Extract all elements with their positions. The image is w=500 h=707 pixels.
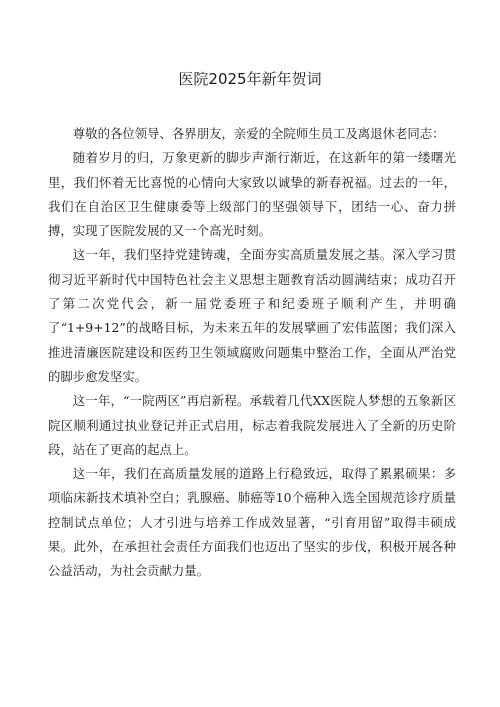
salutation-paragraph: 尊敬的各位领导、各界朋友，亲爱的全院师生员工及离退休老同志：	[72, 126, 445, 141]
body-paragraph-1: 随着岁月的归，万象更新的脚步声渐行渐近，在这新年的第一缕曙光里，我们怀着无比喜悦的心情向大家致以诚挚的新春祝福。过去的一年，我们在自治区卫生健康委等上级部门的坚强领导下，团结一心、奋力拼搏，实现了医院发展的又一个高光时刻。	[48, 150, 456, 239]
body-paragraph-3: 这一年，“一院两区”再启新程。承载着几代XX医院人梦想的五象新区院区顺利通过执业登记并正式启用，标志着我院发展进入了全新的历史阶段，站在了更高的起点上。	[48, 393, 456, 457]
document-body	[48, 122, 456, 584]
document-title: 医院2025年新年贺词	[178, 70, 322, 88]
body-paragraph-4: 这一年，我们在高质量发展的道路上行稳致远，取得了累累硕果：多项临床新技术填补空白；乳腺癌、肺癌等10个癌种入选全国规范诊疗质量控制试点单位；人才引进与培养工作成效显著，“引育用留”取得丰硕成果。此外，在承担社会责任方面我们也迈出了坚实的步伐，积极开展各种公益活动，为社会贡献力量。	[48, 466, 456, 579]
body-paragraph-2: 这一年，我们坚持党建铸魂，全面夯实高质量发展之基。深入学习贯彻习近平新时代中国特色社会主义思想主题教育活动圆满结束；成功召开了第二次党代会，新一届党委班子和纪委班子顺利产生，并明确了“1+9+12”的战略目标，为未来五年的发展擘画了宏伟蓝图；我们深入推进清廉医院建设和医药卫生领域腐败问题集中整治工作，全面从严治党的脚步愈发坚实。	[48, 247, 456, 384]
